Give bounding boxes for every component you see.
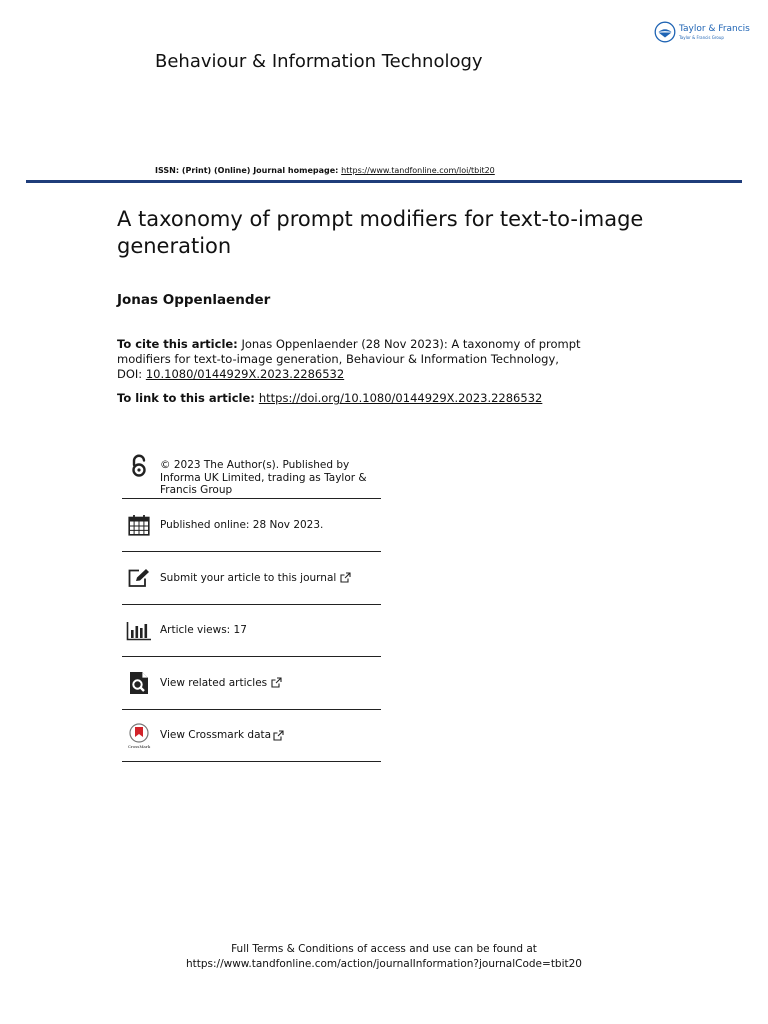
footer-terms <box>0 942 768 972</box>
footer-terms-link[interactable]: https://www.tandfonline.com/action/journalInformation?journalCode=tbit20 <box>185 958 582 970</box>
views-row <box>122 605 381 657</box>
issn-label: ISSN: (Print) (Online) Journal homepage: <box>155 166 342 175</box>
external-link-icon <box>271 677 282 688</box>
journal-homepage-link[interactable]: https://www.tandfonline.com/loi/tbit20 <box>341 166 495 175</box>
author-name: Jonas Oppenlaender <box>117 292 271 308</box>
publisher-logo-icon <box>654 21 676 43</box>
related-row[interactable] <box>122 657 381 710</box>
journal-title: Behaviour & Information Technology <box>155 51 483 72</box>
publisher-group: Taylor & Francis Group <box>679 34 724 40</box>
related-articles-link[interactable]: View related articles <box>160 677 282 690</box>
article-info-list <box>122 448 381 762</box>
crossmark-row[interactable] <box>122 710 381 762</box>
submit-article-link[interactable]: Submit your article to this journal <box>160 572 351 585</box>
license-row <box>122 448 381 499</box>
header-rule <box>26 180 742 183</box>
crossmark-link[interactable]: View Crossmark data <box>160 729 284 742</box>
edit-icon <box>126 568 152 588</box>
external-link-icon <box>340 572 351 583</box>
article-title: A taxonomy of prompt modifiers for text-to-image generation <box>117 207 644 258</box>
issn-line <box>155 166 495 175</box>
doi-url-link[interactable]: https://doi.org/10.1080/0144929X.2023.2286532 <box>258 391 543 405</box>
open-access-icon <box>126 454 152 478</box>
external-link-icon <box>273 730 284 741</box>
publisher-logo[interactable] <box>654 21 750 43</box>
calendar-icon <box>126 514 152 536</box>
doi-link[interactable]: 10.1080/0144929X.2023.2286532 <box>145 367 345 381</box>
crossmark-badge-text: CrossMark <box>127 743 151 749</box>
search-document-icon <box>126 671 152 695</box>
publisher-name: Taylor & Francis <box>679 23 750 34</box>
bar-chart-icon <box>126 621 152 641</box>
cite-text: Jonas Oppenlaender (28 Nov 2023): A taxonomy of prompt modifiers for text-to-image generation, Behaviour & Information Technology, DOI: <box>117 337 581 381</box>
published-date-text: Published online: 28 Nov 2023. <box>160 518 324 531</box>
footer-line-1: Full Terms & Conditions of access and use can be found at <box>231 943 537 955</box>
submit-row[interactable] <box>122 552 381 605</box>
article-views-text: Article views: 17 <box>160 624 247 637</box>
crossmark-icon <box>126 723 152 749</box>
link-block <box>117 391 542 405</box>
link-label: To link to this article: <box>117 391 255 405</box>
license-text: © 2023 The Author(s). Published by Informa UK Limited, trading as Taylor & Francis Group <box>160 459 367 496</box>
citation-block <box>117 337 587 382</box>
cite-label: To cite this article: <box>117 337 238 351</box>
published-row <box>122 499 381 552</box>
